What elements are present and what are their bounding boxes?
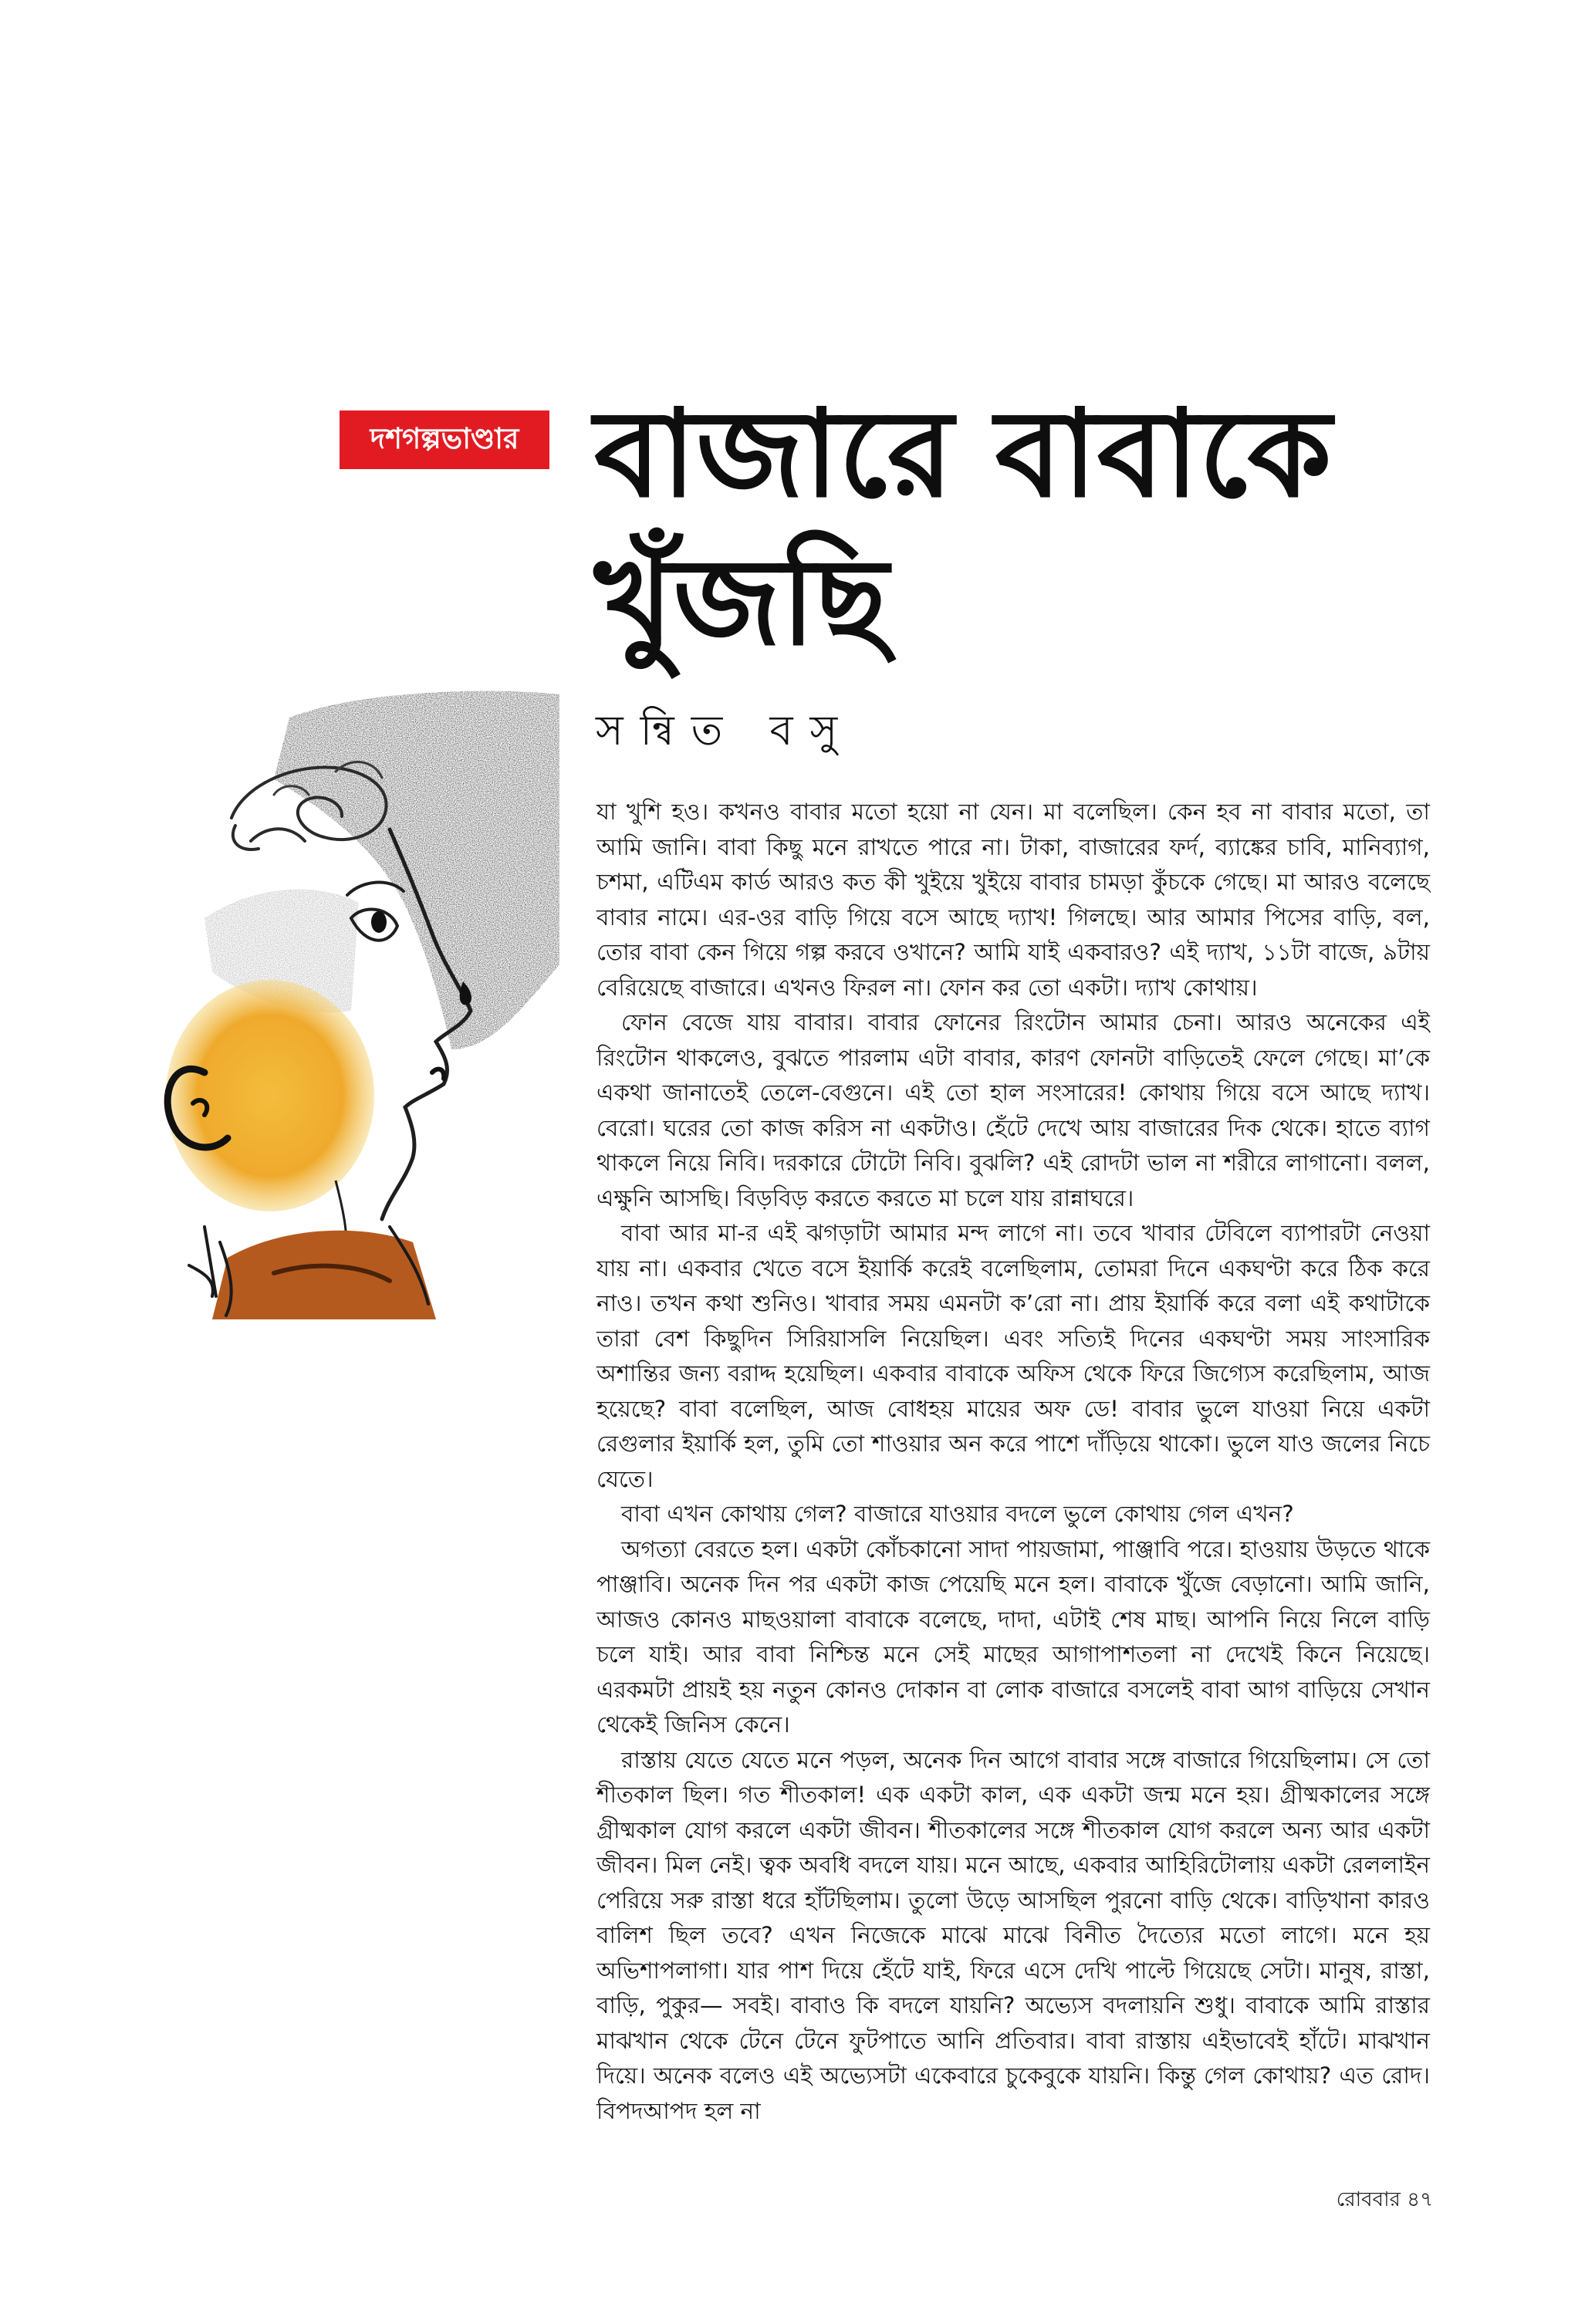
title-line-2: খুঁজছি [594, 531, 889, 672]
eyebrow [347, 883, 404, 895]
paragraph: রাস্তায় যেতে যেতে মনে পড়ল, অনেক দিন আগে বাবার সঙ্গে বাজারে গিয়েছিলাম। সে তো শীতকাল ছিল। গত শীতকাল! এক একটা কাল, এক একটা জন্ম মনে হয়। গ্রীষ্মকালের সঙ্গে গ্রীষ্মকাল যোগ করলে একটা জীবন। শীতকালের সঙ্গে শীতকাল যোগ করলে অন্য আর একটা জীবন। মিল নেই। ত্বক অবধি বদলে যায়। মনে আছে, একবার আহিরিটোলায় একটা রেললাইন পেরিয়ে সরু রাস্তা ধরে হাঁটছিলাম। তুলো উড়ে আসছিল পুরনো বাড়ি থেকে। বাড়িখানা কারও বালিশ ছিল তবে? এখন নিজেকে মাঝে মাঝে বিনীত দৈত্যের মতো লাগে। মনে হয় অভিশাপলাগা। যার পাশ দিয়ে হেঁটে যাই, ফিরে এসে দেখি পাল্টে গিয়েছে সেটা। মানুষ, রাস্তা, বাড়ি, পুকুর— সবই। বাবাও কি বদলে যায়নি? অভ্যেস বদলায়নি শুধু। বাবাকে আমি রাস্তার মাঝখান থেকে টেনে টেনে ফুটপাতে আনি প্রতিবার। বাবা রাস্তায় এইভাবেই হাঁটে। মাঝখান দিয়ে। অনেক বলেও এই অভ্যেসটা একেবারে চুকেবুকে যায়নি। কিন্তু গেল কোথায়? এত রোদ। বিপদআপদ হল না [596, 1746, 1430, 2124]
page-footer: রোববার ৪৭ [1336, 2188, 1433, 2211]
article-illustration [158, 687, 559, 1319]
paragraph: ফোন বেজে যায় বাবার। বাবার ফোনের রিংটোন আমার চেনা। আরও অনেকের এই রিংটোন থাকলেও, বুঝতে পারলাম এটা বাবার, কারণ ফোনটা বাড়িতেই ফেলে গেছে। মা’কে একথা জানাতেই তেলে-বেগুনে। এই তো হাল সংসারের! কোথায় গিয়ে বসে আছে দ্যাখ। বেরো। ঘরের তো কাজ করিস না একটাও। হেঁটে দেখে আয় বাজারের দিক থেকে। হাতে ব্যাগ থাকলে নিয়ে নিবি। দরকারে টোটো নিবি। বুঝলি? এই রোদটা ভাল না শরীরে লাগানো। বলল, এক্ষুনি আসছি। বিড়বিড় করতে করতে মা চলে যায় রান্নাঘরে। [596, 1009, 1430, 1211]
title-line-1: বাজারে বাবাকে [594, 383, 1332, 524]
eye-pupil [371, 911, 387, 933]
author-byline: সন্বিত বসু [596, 706, 855, 755]
paragraph: বাবা আর মা-র এই ঝগড়াটা আমার মন্দ লাগে না। তবে খাবার টেবিলে ব্যাপারটা নেওয়া যায় না। একবার খেতে বসে ইয়ার্কি করেই বলেছিলাম, তোমরা দিনে একঘণ্টা করে ঠিক করে নাও। তখন কথা শুনিও। খাবার সময় এমনটা ক’রো না। প্রায় ইয়ার্কি করে বলা এই কথাটাকে তারা বেশ কিছুদিন সিরিয়াসলি নিয়েছিল। এবং সত্যিই দিনের একঘণ্টা সময় সাংসারিক অশান্তির জন্য বরাদ্দ হয়েছিল। একবার বাবাকে অফিস থেকে ফিরে জিগ্যেস করেছিলাম, আজ হয়েছে? বাবা বলেছিল, আজ বোধহয় মায়ের অফ ডে! বাবার ভুলে যাওয়া নিয়ে একটা রেগুলার ইয়ার্কি হল, তুমি তো শাওয়ার অন করে পাশে দাঁড়িয়ে থাকো। ভুলে যাও জলের নিচে যেতে। [596, 1220, 1430, 1492]
article-body [596, 795, 1430, 2129]
paragraph: অগত্যা বেরতে হল। একটা কোঁচকানো সাদা পায়জামা, পাঞ্জাবি পরে। হাওয়ায় উড়তে থাকে পাঞ্জাবি। অনেক দিন পর একটা কাজ পেয়েছি মনে হল। বাবাকে খুঁজে বেড়ানো। আমি জানি, আজও কোনও মাছওয়ালা বাবাকে বলেছে, দাদা, এটাই শেষ মাছ। আপনি নিয়ে নিলে বাড়ি চলে যাই। আর বাবা নিশ্চিন্ত মনে সেই মাছের আগাপাশতলা না দেখেই কিনে নিয়েছে। এরকমটা প্রায়ই হয় নতুন কোনও দোকান বা লোক বাজারে বসলেই বাবা আগ বাড়িয়ে সেখান থেকেই জিনিস কেনে। [596, 1535, 1430, 1738]
paragraph: বাবা এখন কোথায় গেল? বাজারে যাওয়ার বদলে ভুলে কোথায় গেল এখন? [621, 1501, 1294, 1527]
paragraph: যা খুশি হও। কখনও বাবার মতো হয়ো না যেন। মা বলেছিল। কেন হব না বাবার মতো, তা আমি জানি। বাবা কিছু মনে রাখতে পারে না। টাকা, বাজারের ফর্দ, ব্যাঙ্কের চাবি, মানিব্যাগ, চশমা, এটিএম কার্ড আরও কত কী খুইয়ে খুইয়ে বাবার চামড়া কুঁচকে গেছে। মা আরও বলেছে বাবার নামে। এর-ওর বাড়ি গিয়ে বসে আছে দ্যাখ! গিলছে। আর আমার পিসের বাড়ি, বল, তোর বাবা কেন গিয়ে গল্প করবে ওখানে? আমি যাই একবারও? এই দ্যাখ, ১১টা বাজে, ৯টায় বেরিয়েছে বাজারে। এখনও ফিরল না। ফোন কর তো একটা। দ্যাখ কোথায়। [596, 799, 1430, 1001]
article-title [594, 380, 1520, 676]
mouth [432, 1069, 444, 1079]
ochre-blot [166, 980, 374, 1211]
section-tag: দশগল্পভাণ্ডার [340, 410, 549, 469]
